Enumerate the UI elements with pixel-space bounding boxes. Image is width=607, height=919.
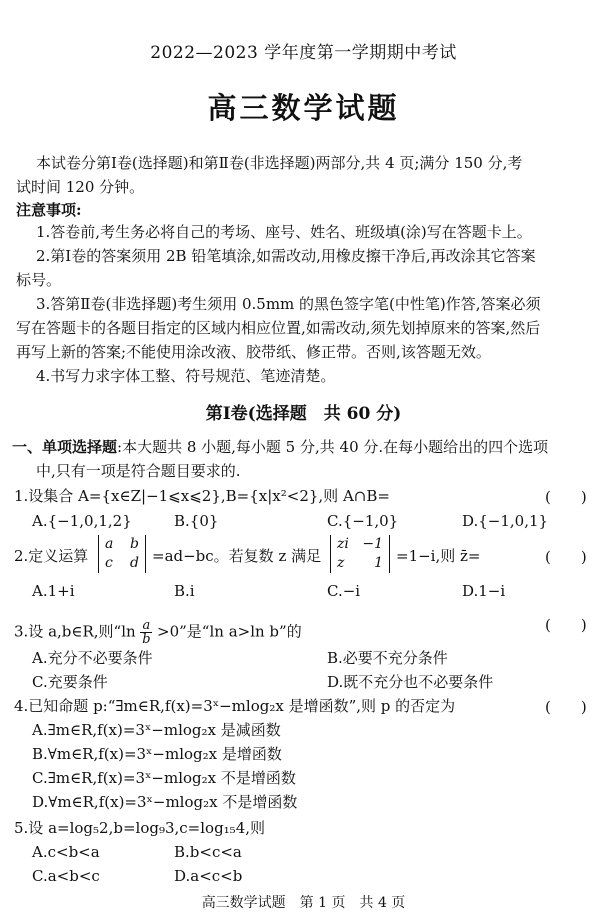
q2-middle-text: =ad−bc。若复数 z 满足 (152, 547, 322, 565)
section-title: 第Ⅰ卷(选择题 共 60 分) (205, 404, 402, 424)
q2-determinant-definition (98, 535, 146, 573)
q2-determinant-z (330, 535, 390, 573)
note-2-line-1: 2.第Ⅰ卷的答案须用 2B 铅笔填涂,如需改动,用橡皮擦干净后,再改涂其它答案 (36, 247, 536, 265)
q4-option-c: C.∃m∈R,f(x)=3ˣ−mlog₂x 不是增函数 (32, 769, 296, 787)
intro-line-1: 本试卷分第Ⅰ卷(选择题)和第Ⅱ卷(非选择题)两部分,共 4 页;满分 150 分,考 (36, 154, 523, 172)
q2-prefix: 2.定义运算 (14, 547, 89, 565)
q4-option-b: B.∀m∈R,f(x)=3ˣ−mlog₂x 是增函数 (32, 745, 282, 763)
q4-stem: 4.已知命题 p:“∃m∈R,f(x)=3ˣ−mlog₂x 是增函数”,则 p 的否定为 (14, 697, 456, 715)
notes-heading: 注意事项: (16, 201, 82, 219)
note-1: 1.答卷前,考生务必将自己的考场、座号、姓名、班级填(涂)写在答题卡上。 (36, 223, 532, 241)
q1-option-c: C.{−1,0} (327, 512, 399, 530)
q3-option-b: B.必要不充分条件 (327, 649, 448, 667)
part-label: 一、单项选择题 (12, 438, 118, 456)
note-4: 4.书写力求字体工整、符号规范、笔迹清楚。 (36, 367, 336, 385)
q2-option-d: D.1−i (462, 582, 506, 600)
q2-suffix: =1−i,则 z̄= (396, 547, 481, 565)
page-title: 高三数学试题 (207, 91, 400, 125)
q2-option-c: C.−i (327, 582, 361, 600)
intro-line-2: 试时间 120 分钟。 (16, 178, 145, 196)
det2-zi: zi (337, 536, 349, 552)
q5-option-a: A.c<b<a (32, 843, 100, 861)
det2-neg1: −1 (362, 536, 383, 552)
q4-option-d: D.∀m∈R,f(x)=3ˣ−mlog₂x 不是增函数 (32, 793, 298, 811)
page-footer: 高三数学试题 第 1 页 共 4 页 (201, 895, 406, 911)
q3-option-a: A.充分不必要条件 (32, 649, 153, 667)
det2-z: z (337, 555, 345, 571)
det1-c: c (105, 555, 113, 571)
q3-frac-num: a (142, 618, 151, 633)
det1-d: d (130, 555, 139, 571)
q2-answer-paren: ( ) (545, 548, 587, 566)
det1-a: a (105, 536, 114, 552)
q1-stem: 1.设集合 A={x∈Z|−1⩽x⩽2},B={x|x²<2},则 A∩B= (14, 487, 390, 505)
q5-option-d: D.a<c<b (174, 867, 243, 885)
q4-option-a: A.∃m∈R,f(x)=3ˣ−mlog₂x 是减函数 (32, 721, 281, 739)
q3-prefix: 3.设 a,b∈R,则“ln (14, 622, 136, 641)
note-3-line-3: 再写上新的答案;不能使用涂改液、胶带纸、修正带。否则,该答题无效。 (16, 343, 491, 361)
q5-option-b: B.b<c<a (174, 843, 242, 861)
q2-option-b: B.i (174, 582, 195, 600)
q5-option-c: C.a<b<c (32, 867, 100, 885)
note-3-line-2: 写在答题卡的各题目指定的区域内相应位置,如需改动,须先划掉原来的答案,然后 (16, 319, 541, 337)
q1-option-b: B.{0} (174, 512, 219, 530)
q3-fraction (140, 619, 152, 646)
q3-option-c: C.充要条件 (32, 673, 108, 691)
q3-frac-den: b (142, 632, 151, 647)
q3-suffix: >0”是“ln a>ln b”的 (157, 622, 302, 641)
q1-option-a: A.{−1,0,1,2} (32, 512, 132, 530)
q4-answer-paren: ( ) (545, 698, 587, 716)
part-description: :本大题共 8 小题,每小题 5 分,共 40 分.在每小题给出的四个选项 (117, 438, 549, 456)
q3-answer-paren: ( ) (545, 616, 587, 634)
det1-b: b (130, 536, 139, 552)
exam-term-header: 2022—2023 学年度第一学期期中考试 (150, 43, 457, 63)
note-3-line-1: 3.答第Ⅱ卷(非选择题)考生须用 0.5mm 的黑色签字笔(中性笔)作答,答案必须 (36, 295, 541, 313)
q5-stem: 5.设 a=log₅2,b=log₉3,c=log₁₅4,则 (14, 819, 266, 837)
det2-one: 1 (374, 555, 383, 571)
q2-option-a: A.1+i (32, 582, 75, 600)
q1-option-d: D.{−1,0,1} (462, 512, 549, 530)
q1-answer-paren: ( ) (545, 488, 587, 506)
part-description-line-2: 中,只有一项是符合题目要求的. (36, 462, 241, 480)
note-2-line-2: 标号。 (16, 271, 62, 289)
q3-option-d: D.既不充分也不必要条件 (327, 673, 494, 691)
